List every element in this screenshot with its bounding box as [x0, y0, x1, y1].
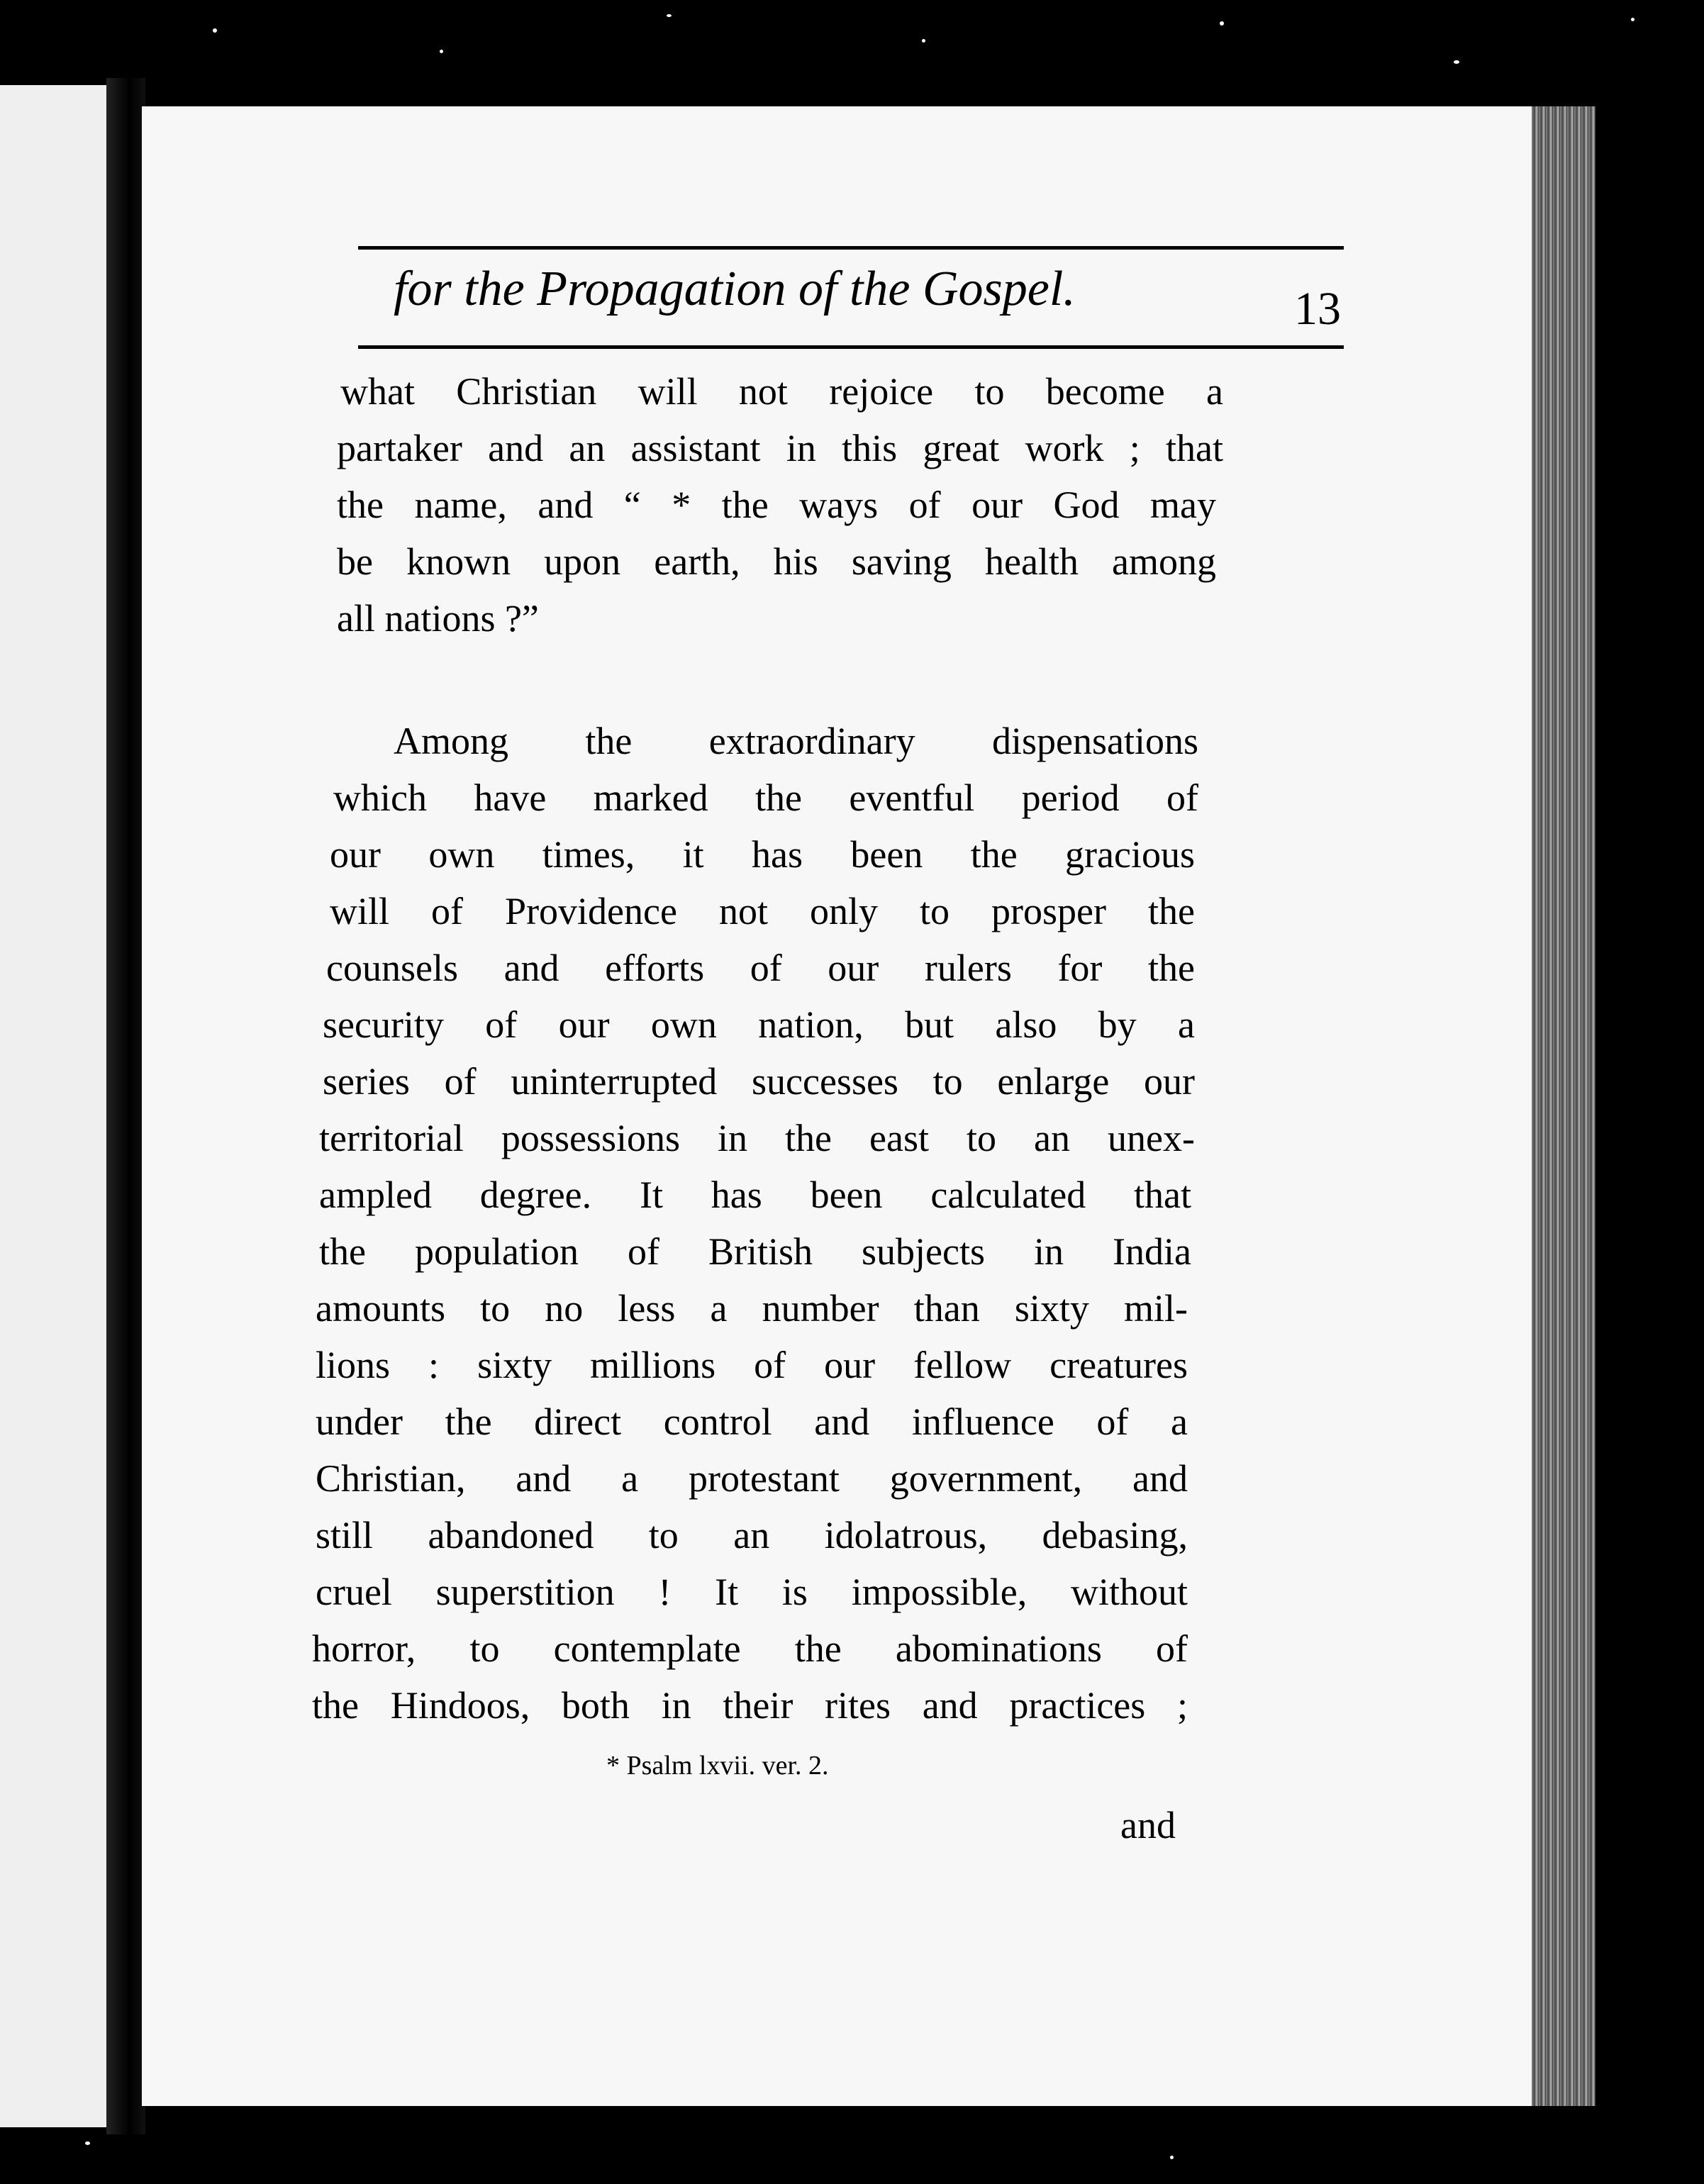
- page-edges: [1532, 106, 1596, 2106]
- text-line: which have marked the eventful period of: [333, 776, 1198, 819]
- text-line: will of Providence not only to prosper the: [330, 890, 1195, 932]
- text-line: the Hindoos, both in their rites and practices ;: [312, 1684, 1188, 1727]
- text-line: under the direct control and influence of a: [316, 1400, 1188, 1443]
- text-line: be known upon earth, his saving health among: [337, 540, 1216, 583]
- text-line: the population of British subjects in India: [319, 1230, 1191, 1273]
- running-head: for the Propagation of the Gospel.: [394, 262, 1076, 316]
- text-line: lions : sixty millions of our fellow creatures: [316, 1344, 1188, 1386]
- book-edge-shadow: [1596, 99, 1674, 2113]
- text-line: amounts to no less a number than sixty mil-: [316, 1287, 1188, 1330]
- catchword: and: [1120, 1804, 1176, 1846]
- facing-page-edge: [0, 85, 121, 2127]
- page-number: 13: [1294, 283, 1341, 335]
- text-line: territorial possessions in the east to an unex-: [319, 1117, 1195, 1159]
- text-line: all nations ?”: [337, 597, 539, 640]
- text-line: our own times, it has been the gracious: [330, 833, 1195, 876]
- text-line: counsels and efforts of our rulers for the: [326, 947, 1195, 989]
- text-line: still abandoned to an idolatrous, debasing,: [316, 1514, 1188, 1556]
- text-line: partaker and an assistant in this great work ; that: [337, 427, 1223, 469]
- text-line: horror, to contemplate the abominations of: [312, 1627, 1188, 1670]
- book-gutter: [106, 78, 145, 2134]
- text-line: ampled degree. It has been calculated that: [319, 1174, 1191, 1216]
- text-line: security of our own nation, but also by a: [323, 1003, 1195, 1046]
- text-line: cruel superstition ! It is impossible, without: [316, 1571, 1188, 1613]
- header-top-rule: [358, 246, 1344, 250]
- text-line: series of uninterrupted successes to enlarge our: [323, 1060, 1195, 1103]
- text-line: Among the extraordinary dispensations: [394, 720, 1198, 762]
- text-line: what Christian will not rejoice to become a: [340, 370, 1223, 413]
- footnote: * Psalm lxvii. ver. 2.: [606, 1751, 829, 1781]
- text-line: the name, and “ * the ways of our God may: [337, 484, 1216, 526]
- header-bottom-rule: [358, 345, 1344, 349]
- text-line: Christian, and a protestant government, and: [316, 1457, 1188, 1500]
